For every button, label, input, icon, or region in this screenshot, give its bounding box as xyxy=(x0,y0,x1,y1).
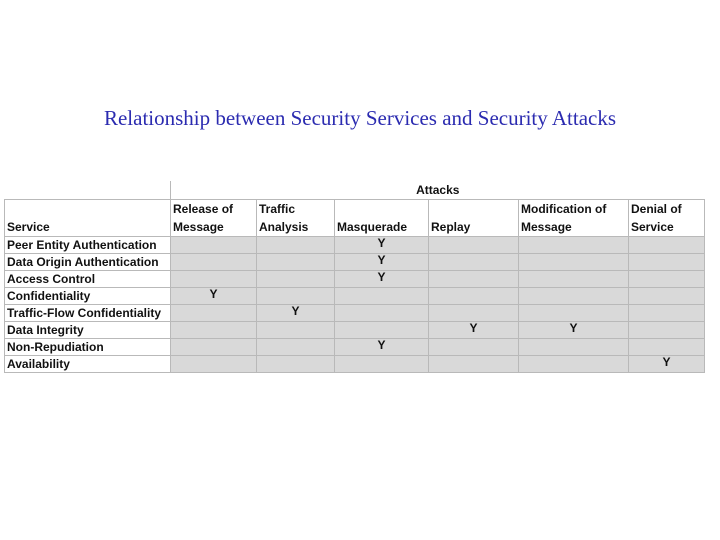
matrix-cell: Y xyxy=(335,339,429,356)
matrix-cell xyxy=(629,305,705,322)
column-header-traffic-analysis: Traffic Analysis xyxy=(257,200,335,237)
matrix-cell xyxy=(257,339,335,356)
matrix-cell: Y xyxy=(519,322,629,339)
table-row xyxy=(5,356,705,373)
matrix-cell xyxy=(171,237,257,254)
matrix-cell xyxy=(429,356,519,373)
matrix-cell xyxy=(257,254,335,271)
matrix-cell: Y xyxy=(257,305,335,322)
matrix-cell xyxy=(519,288,629,305)
matrix-cell xyxy=(629,271,705,288)
matrix-cell xyxy=(629,254,705,271)
column-header-masquerade: Masquerade xyxy=(335,200,429,237)
service-name-cell: Data Origin Authentication xyxy=(5,254,171,271)
matrix-cell xyxy=(429,237,519,254)
matrix-cell xyxy=(257,288,335,305)
matrix-cell xyxy=(171,339,257,356)
column-header-release-of-message: Release of Message xyxy=(171,200,257,237)
matrix-cell xyxy=(335,305,429,322)
matrix-cell xyxy=(171,254,257,271)
column-header-denial-of-service: Denial of Service xyxy=(629,200,705,237)
matrix-cell xyxy=(257,271,335,288)
service-column-header: Service xyxy=(5,200,171,237)
matrix-cell xyxy=(519,339,629,356)
matrix-cell xyxy=(335,288,429,305)
service-name-cell: Data Integrity xyxy=(5,322,171,339)
matrix-cell: Y xyxy=(629,356,705,373)
matrix-cell xyxy=(519,356,629,373)
matrix-cell xyxy=(429,305,519,322)
column-header-modification-of-message: Modification of Message xyxy=(519,200,629,237)
matrix-cell xyxy=(257,237,335,254)
matrix-cell xyxy=(519,271,629,288)
service-name-cell: Non-Repudiation xyxy=(5,339,171,356)
matrix-cell xyxy=(629,237,705,254)
matrix-cell xyxy=(629,339,705,356)
matrix-cell: Y xyxy=(335,254,429,271)
column-header-row xyxy=(5,200,705,237)
matrix-cell: Y xyxy=(171,288,257,305)
matrix-cell xyxy=(257,356,335,373)
matrix-cell xyxy=(429,288,519,305)
table-row xyxy=(5,254,705,271)
attacks-group-header: Attacks xyxy=(171,181,705,200)
table-row xyxy=(5,237,705,254)
matrix-cell xyxy=(629,288,705,305)
services-attacks-table xyxy=(4,181,705,373)
matrix-cell xyxy=(429,271,519,288)
service-name-cell: Traffic-Flow Confidentiality xyxy=(5,305,171,322)
column-header-replay: Replay xyxy=(429,200,519,237)
matrix-cell xyxy=(171,271,257,288)
matrix-cell xyxy=(429,254,519,271)
matrix-cell xyxy=(429,339,519,356)
matrix-cell xyxy=(257,322,335,339)
service-name-cell: Peer Entity Authentication xyxy=(5,237,171,254)
matrix-cell: Y xyxy=(429,322,519,339)
service-name-cell: Confidentiality xyxy=(5,288,171,305)
table-row xyxy=(5,339,705,356)
service-name-cell: Access Control xyxy=(5,271,171,288)
table-row xyxy=(5,271,705,288)
matrix-cell xyxy=(519,254,629,271)
table-row xyxy=(5,288,705,305)
service-name-cell: Availability xyxy=(5,356,171,373)
matrix-cell: Y xyxy=(335,237,429,254)
matrix-cell xyxy=(171,305,257,322)
attacks-header-row xyxy=(5,181,705,200)
matrix-cell: Y xyxy=(335,271,429,288)
table-row xyxy=(5,305,705,322)
matrix-cell xyxy=(519,237,629,254)
table-body xyxy=(5,237,705,373)
matrix-cell xyxy=(171,356,257,373)
matrix-cell xyxy=(519,305,629,322)
table-row xyxy=(5,322,705,339)
matrix-cell xyxy=(171,322,257,339)
matrix-cell xyxy=(629,322,705,339)
corner-cell xyxy=(5,181,171,200)
matrix-cell xyxy=(335,356,429,373)
matrix-cell xyxy=(335,322,429,339)
slide-title: Relationship between Security Services and Security Attacks xyxy=(103,106,617,130)
